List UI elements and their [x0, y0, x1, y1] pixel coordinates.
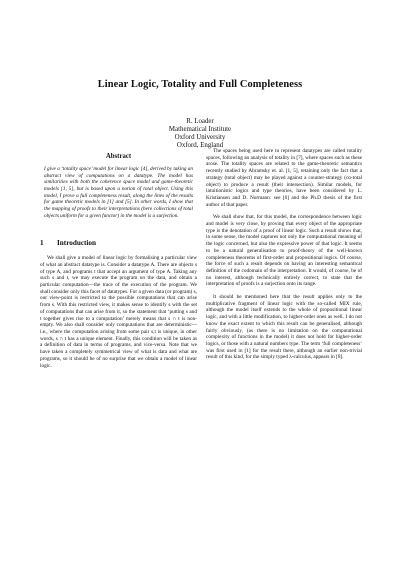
paper-title: Linear Logic, Totality and Full Completeness: [97, 79, 303, 90]
section-number: 1: [40, 239, 44, 248]
body-paragraph: The spaces being used here to represent datatypes are called totality spaces, following an analysis of totality in [7], where spaces such as these arose. The totality spaces are related to the game-theoretic semantics recently studied by Abramsky et. al. [1, 5], retaining only the fact that a strategy (total object) may be played against a counter-strategy (co-total object) to produce a result (their intersection). Similar models, for intuitionistic logics and type theories, have been considered by L. Kristiansen and D. Normann: see [6] and the Ph.D thesis of the first author of that paper.: [206, 148, 362, 208]
body-paragraph: We shall give a model of linear logic by formalising a particular view of what an abstract datatype is. Consider a datatype A. There are objects s of type A, and programs t that accept an argument of type A. Taking any such s and t, we may execute the program on the data, and obtain a particular computation—the trace of the execution of the program. We shall consider only this facet of datatypes. For a given data (or program) s, our view-point is restricted to the possible computations that can arise from s. With this restricted view, it makes sense to identify s with the set of computations that can arise from it, so the statement that ‘putting s and t together gives rise to a computation’ merely means that s ∩ t is non-empty. We also shall consider only computations that are deterministic—i.e., where the computation arising from some pair s,t is unique, in other words, s ∩ t has a unique element. Finally, this condition will be taken as a definition of data in terms of programs, and vice-versa. Note that we have taken a completely symmetrical view of what is data and what are programs, so it should be of no surprise that we obtain a model of linear logic.: [40, 255, 197, 369]
left-column: [40, 153, 197, 369]
right-column: [206, 148, 362, 361]
section-heading: [40, 239, 197, 247]
author-name: R. Loader: [186, 118, 214, 125]
abstract-text: I give a ‘totality space’ model for linear logic [4], derived by taking an abstract view of computations on a datatype. The model has similarities with both the coherence space model and game-theoretic models [1, 5], but is based upon a notion of total object. Using this model, I prove a full completeness result, along the lines of the results for game theoretic models in [1] and [5]. In other words, I show that the mapping of proofs to their interpretations (here collections of total objects uniform for a given functor) in the model is a surjection.: [44, 166, 194, 219]
author-affiliation-line: Oxford University: [174, 134, 226, 141]
author-affiliation-line: Oxford, England: [176, 142, 224, 149]
body-paragraph: It should be mentioned here that the result applies only to the multiplicative fragment of linear logic with the so-called MIX rule, although the model itself extends to the whole of propositional linear logic, and with a little modification, to higher-order ones as well. I do not know the exact extent to which this result can be generalised, although fairly obviously, (as there is no limitation on the computational complexity of functions in the model) it does not hold for higher-order logics, or those with a natural numbers type. The term ‘full completeness’ was first used in [1] for the result there, although an earlier non-trivial result of this kind, for the simply typed λ-calculus, appears in [8].: [206, 294, 362, 361]
abstract-heading: Abstract: [105, 153, 132, 160]
body-paragraph: We shall show that, for this model, the correspondence between logic and model is very close, by proving that every object of the appropriate type is the denotation of a proof of linear logic. Such a result shows that, in some sense, the model captures not only the computational meaning of the logic concerned, but also the expressive power of that logic. It seems to be a natural generalisation to proof-theory of the well-known completeness theorems of first-order and propositional logics. Of course, the force of such a result depends on having an interesting semantical definition of the codomain of the interpretation. It would, of course, be of no interest, although technically entirely correct, to state that the interpretation of proofs is a surjection onto its range.: [206, 214, 362, 288]
section-title: Introduction: [57, 239, 97, 248]
author-affiliation-line: Mathematical Institute: [168, 126, 232, 133]
